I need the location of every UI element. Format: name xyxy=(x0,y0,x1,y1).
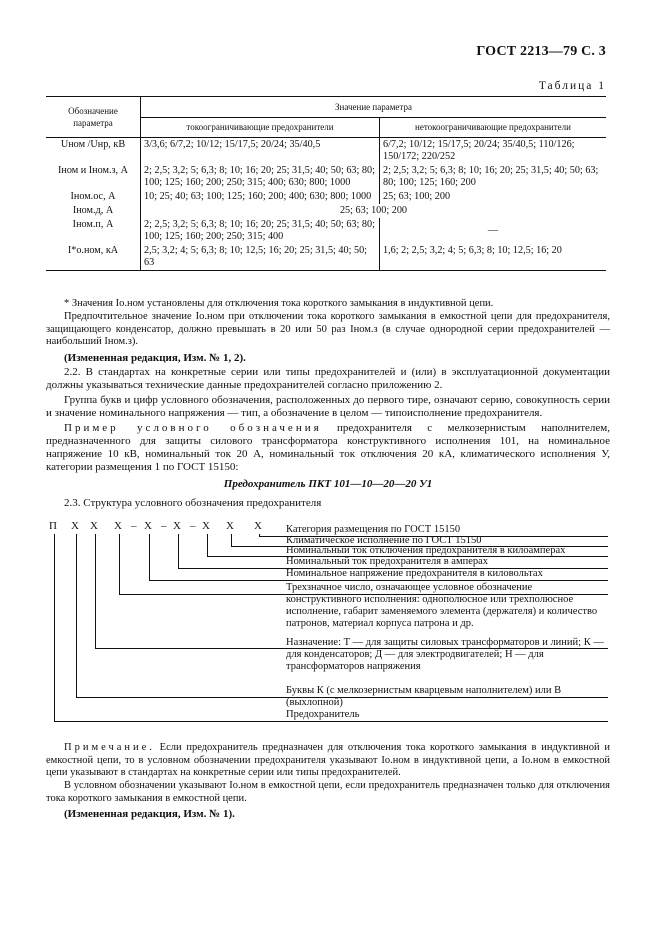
leader-line xyxy=(54,721,608,722)
header-param: Обозначение параметра xyxy=(46,97,141,138)
leader-line xyxy=(231,534,232,546)
table-row xyxy=(46,190,606,204)
structure-label: Номинальный ток отключения предохранителя в килоамперах xyxy=(286,545,566,556)
structure-label: Буквы К (с мелкозернистым кварцевым наполнителем) или В (выхлопной) xyxy=(286,685,562,708)
example-code: Предохранитель ПКТ 101—10—20—20 У1 xyxy=(223,478,433,490)
preferred-value-note: Предпочтительное значение Iо.ном при отключении тока короткого замыкания в емкостной цепи для предохранителя, защищающего конденсатор, должно превышать в 20 или 50 раз Iном.з (в случае однородной серии предохранителей — наибольший Iном.з). xyxy=(46,311,610,347)
note-paragraph xyxy=(46,742,610,780)
table-row xyxy=(46,204,606,218)
row-param: I*о.ном, кА xyxy=(46,244,141,271)
leader-line xyxy=(207,534,208,556)
paragraph-2-2-b: Группа букв и цифр условного обозначения, расположенных до первого тире, означают серию, совокупность серии и значение номинального напряжения — тип, а обозначение в целом — типоисполнение предохранителя. xyxy=(46,394,610,419)
row-param: Iном.п, А xyxy=(46,218,141,244)
row-nonlimiting: — xyxy=(487,225,499,236)
revision-note-2: (Измененная редакция, Изм. № 1). xyxy=(64,808,235,820)
leader-line xyxy=(76,534,77,697)
structure-dash: – xyxy=(190,520,196,532)
row-merged: 25; 63; 100; 200 xyxy=(339,205,408,216)
structure-letter: Х xyxy=(173,520,181,532)
row-nonlimiting: 6/7,2; 10/12; 15/17,5; 20/24; 35/40,5; 110/126; 150/172; 220/252 xyxy=(383,139,575,162)
structure-letter: Х xyxy=(254,520,262,532)
header-value: Значение параметра xyxy=(141,97,607,118)
row-limiting: 10; 25; 40; 63; 100; 125; 160; 200; 400; 630; 800; 1000 xyxy=(141,190,380,204)
structure-dash: – xyxy=(161,520,167,532)
paragraph-2-2: 2.2. В стандартах на конкретные серии или типы предохранителей и (или) в эксплуатационной документации должны указываться технические данные предохранителей согласно приложению 2. xyxy=(46,366,610,391)
note-paragraph-2: В условном обозначении указывают Iо.ном в емкостной цепи, если предохранитель предназначен только для отключения тока короткого замыкания в емкостной цепи. xyxy=(46,780,610,804)
example-paragraph xyxy=(46,422,610,474)
header-nonlimiting: нетокоограничивающие предохранители xyxy=(380,117,607,138)
table-label: Таблица 1 xyxy=(538,80,606,92)
table-row xyxy=(46,218,606,244)
row-param: Uном /Uнр, кВ xyxy=(46,138,141,165)
page-header: ГОСТ 2213—79 С. 3 xyxy=(476,44,606,59)
structure-label: Предохранитель xyxy=(286,709,360,720)
structure-letter: Х xyxy=(114,520,122,532)
table-row xyxy=(46,244,606,271)
leader-line xyxy=(178,534,179,568)
structure-letter: Х xyxy=(71,520,79,532)
structure-letter: Х xyxy=(90,520,98,532)
structure-letter: Х xyxy=(144,520,152,532)
structure-dash: – xyxy=(131,520,137,532)
footnote: * Значения Iо.ном установлены для отключения тока короткого замыкания в индуктивной цепи. xyxy=(64,298,494,309)
structure-letter: П xyxy=(49,520,57,532)
structure-label: Климатическое исполнение по ГОСТ 15150 xyxy=(286,535,482,546)
revision-note: (Измененная редакция, Изм. № 1, 2). xyxy=(64,352,246,364)
structure-letter: Х xyxy=(202,520,210,532)
structure-label: Категория размещения по ГОСТ 15150 xyxy=(286,524,461,535)
structure-label: Номинальный ток предохранителя в амперах xyxy=(286,556,489,567)
row-limiting: 3/3,6; 6/7,2; 10/12; 15/17,5; 20/24; 35/40,5 xyxy=(141,138,380,165)
leader-line xyxy=(54,534,55,721)
row-nonlimiting: 25; 63; 100; 200 xyxy=(383,191,451,202)
row-limiting: 2,5; 3,2; 4; 5; 6,3; 8; 10; 12,5; 16; 20; 25; 31,5; 40; 50; 63 xyxy=(141,244,380,271)
leader-line xyxy=(95,534,96,648)
structure-label: Назначение: Т — для защиты силовых трансформаторов и линий; К — для конденсаторов; Д — для электродвигателей; Н — для трансформаторов напряжения xyxy=(286,637,604,672)
row-limiting: 2; 2,5; 3,2; 5; 6,3; 8; 10; 16; 20; 25; 31,5; 40; 50; 63; 80; 100; 125; 160; 200; 250; 315; 400; 630; 800; 1000 xyxy=(141,164,380,190)
note-text: Если предохранитель предназначен для отключения тока короткого замыкания в индуктивной и емкостной цепи, то в условном обозначении предохранителя указывают Iо.ном в индуктивной цепи, а Iо.ном в емкостной цепи указывают в стандартах на конкретные серии или типы предохранителей. xyxy=(46,742,610,778)
row-limiting: 2; 2,5; 3,2; 5; 6,3; 8; 10; 16; 20; 25; 31,5; 40; 50; 63; 80; 100; 125; 160; 200; 250; 315; 400 xyxy=(141,218,380,244)
row-nonlimiting: 1,6; 2; 2,5; 3,2; 4; 5; 6,3; 8; 10; 12,5; 16; 20 xyxy=(380,244,607,271)
example-heading: Пример условного обозначения xyxy=(64,422,322,434)
example-text: предохранителя с мелкозернистым наполнителем, предназначенного для защиты силового трансформатора конструктивного исполнения 101, на номинальное напряжение 10 кВ, номинальный ток 20 А, номинальный ток отключения 20 кА, климатического исполнения У, категории размещения 1 по ГОСТ 15150: xyxy=(46,422,610,473)
row-param: Iном.д, А xyxy=(46,204,141,218)
paragraph-2-3: 2.3. Структура условного обозначения предохранителя xyxy=(64,497,322,509)
table-row xyxy=(46,164,606,190)
table-row xyxy=(46,138,606,165)
row-param: Iном.ос, А xyxy=(46,190,141,204)
row-param: Iном и Iном.з, А xyxy=(46,164,141,190)
row-nonlimiting: 2; 2,5; 3,2; 5; 6,3; 8; 10; 16; 20; 25; 31,5; 40; 50; 63; 80; 100; 125; 160; 200 xyxy=(383,165,599,188)
leader-line xyxy=(149,534,150,580)
parameters-table xyxy=(46,96,606,271)
note-heading: Примечание. xyxy=(64,742,155,753)
leader-line xyxy=(119,534,120,594)
structure-label: Трехзначное число, означающее условное обозначение конструктивного исполнения: однополюсное или трехполюсное исполнение, габарит заменяемого элемента (держателя) и количество патронов, материал корпуса патрона и др. xyxy=(286,582,598,629)
leader-line xyxy=(149,580,608,581)
structure-label: Номинальное напряжение предохранителя в киловольтах xyxy=(286,568,543,579)
header-limiting: токоограничивающие предохранители xyxy=(141,117,380,138)
structure-letter: Х xyxy=(226,520,234,532)
designation-structure-diagram xyxy=(46,520,610,730)
